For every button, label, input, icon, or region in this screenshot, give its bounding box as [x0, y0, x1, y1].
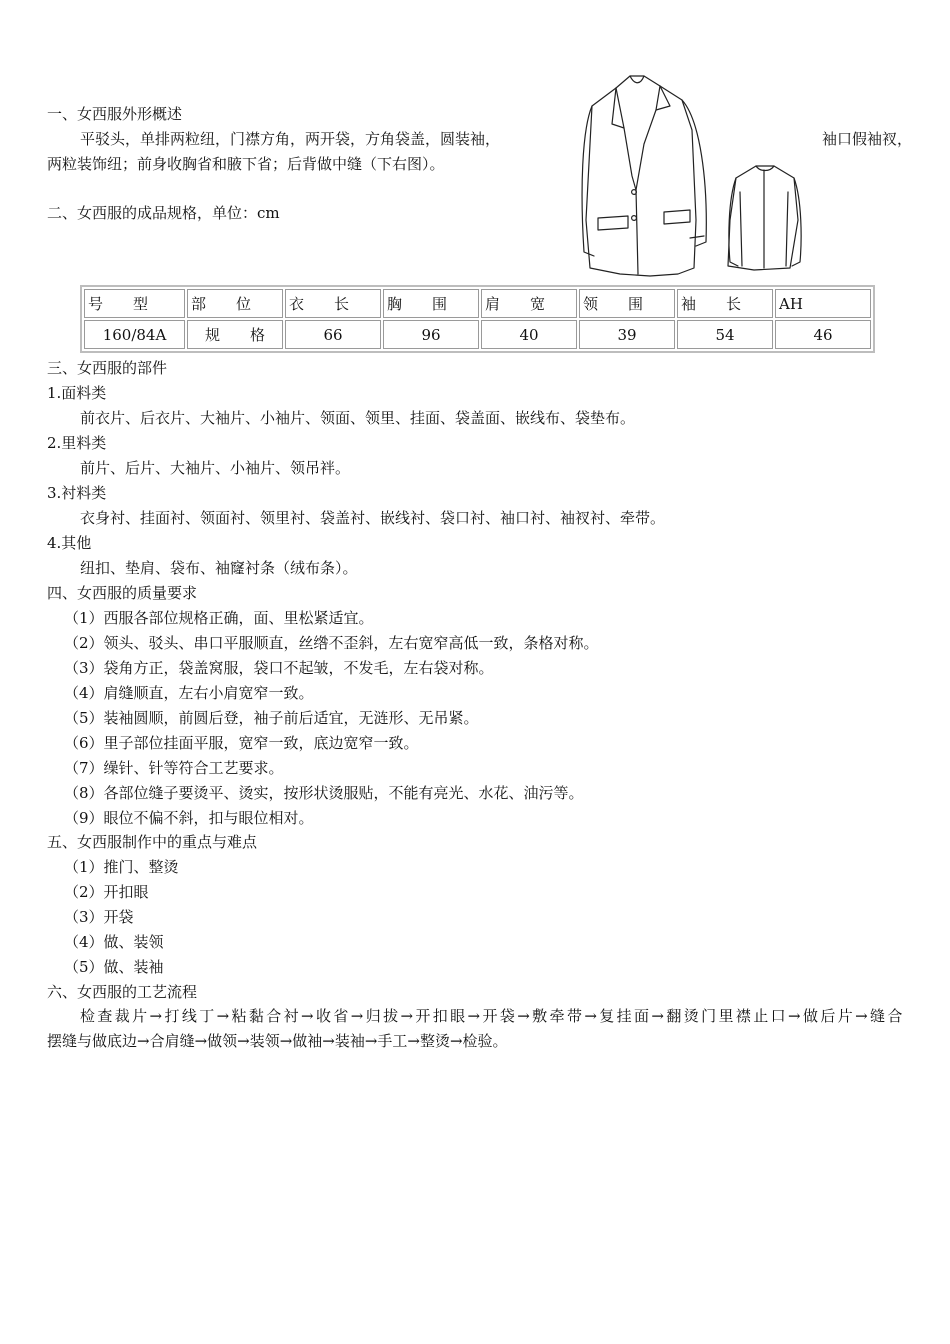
section-3-4-heading: 4.其他 — [47, 534, 92, 552]
section-4-title: 四、女西服的质量要求 — [47, 584, 198, 602]
section-1-title: 一、女西服外形概述 — [47, 105, 183, 123]
section-1-line-2: 两粒装饰纽；前身收胸省和腋下省；后背做中缝（下右图）。 — [47, 155, 445, 173]
spec-table-header-row — [84, 289, 871, 318]
key-point-item: （4）做、装领 — [64, 933, 164, 951]
spec-table-value-row — [84, 320, 871, 349]
quality-item: （9）眼位不偏不斜，扣与眼位相对。 — [64, 809, 314, 827]
key-point-item: （5）做、装袖 — [64, 958, 164, 976]
quality-item: （7）缲针、针等符合工艺要求。 — [64, 759, 284, 777]
quality-item: （5）装袖圆顺，前圆后登，袖子前后适宜，无涟形、无吊紧。 — [64, 709, 479, 727]
cell-shoulder-value: 40 — [481, 320, 577, 349]
cell-spec-label: 规 格 — [187, 320, 283, 349]
cell-size-value: 160/84A — [84, 320, 185, 349]
section-3-2-body: 前片、后片、大袖片、小袖片、领吊袢。 — [80, 459, 351, 477]
quality-item: （4）肩缝顺直，左右小肩宽窄一致。 — [64, 684, 314, 702]
header-length: 衣 长 — [285, 289, 381, 318]
quality-item: （6）里子部位挂面平服，宽窄一致，底边宽窄一致。 — [64, 734, 419, 752]
jacket-front-outline — [586, 76, 696, 276]
spec-table — [80, 285, 875, 353]
cell-sleeve-value: 54 — [677, 320, 773, 349]
cell-chest-value: 96 — [383, 320, 479, 349]
section-3-title: 三、女西服的部件 — [47, 359, 168, 377]
cell-collar-value: 39 — [579, 320, 675, 349]
key-point-item: （2）开扣眼 — [64, 883, 149, 901]
section-2-title: 二、女西服的成品规格，单位：cm — [47, 204, 280, 222]
section-3-3-body: 衣身衬、挂面衬、领面衬、领里衬、袋盖衬、嵌线衬、袋口衬、袖口衬、袖衩衬、牵带。 — [80, 509, 666, 527]
section-5-title: 五、女西服制作中的重点与难点 — [47, 833, 258, 851]
section-3-1-body: 前衣片、后衣片、大袖片、小袖片、领面、领里、挂面、袋盖面、嵌线布、袋垫布。 — [80, 409, 636, 427]
process-flow-line-1: 检查裁片→打线丁→粘黏合衬→收省→归拔→开扣眼→开袋→敷牵带→复挂面→翻烫门里襟止口→做后片→缝合 — [80, 1007, 903, 1025]
header-sleeve: 袖 长 — [677, 289, 773, 318]
section-3-2-heading: 2.里料类 — [47, 434, 107, 452]
quality-item: （1）西服各部位规格正确，面、里松紧适宜。 — [64, 609, 374, 627]
cell-length-value: 66 — [285, 320, 381, 349]
header-ah: AH — [775, 289, 871, 318]
quality-item: （2）领头、驳头、串口平服顺直，丝绺不歪斜，左右宽窄高低一致，条格对称。 — [64, 634, 599, 652]
header-part: 部 位 — [187, 289, 283, 318]
header-shoulder: 肩 宽 — [481, 289, 577, 318]
section-3-1-heading: 1.面料类 — [47, 384, 107, 402]
section-3-4-body: 纽扣、垫肩、袋布、袖窿衬条（绒布条）。 — [80, 559, 358, 577]
process-flow-line-2: 摆缝与做底边→合肩缝→做领→装领→做袖→装袖→手工→整烫→检验。 — [47, 1032, 508, 1050]
jacket-illustration — [578, 70, 810, 280]
section-3-3-heading: 3.衬料类 — [47, 484, 107, 502]
quality-item: （3）袋角方正，袋盖窝服，袋口不起皱，不发毛，左右袋对称。 — [64, 659, 494, 677]
section-1-line-1: 平驳头，单排两粒纽，门襟方角，两开袋，方角袋盖，圆装袖， — [80, 130, 501, 148]
section-1-line-1-right: 袖口假袖衩， — [822, 130, 913, 148]
header-size: 号 型 — [84, 289, 185, 318]
cell-ah-value: 46 — [775, 320, 871, 349]
key-point-item: （1）推门、整烫 — [64, 858, 179, 876]
section-6-title: 六、女西服的工艺流程 — [47, 983, 198, 1001]
header-chest: 胸 围 — [383, 289, 479, 318]
header-collar: 领 围 — [579, 289, 675, 318]
key-point-item: （3）开袋 — [64, 908, 134, 926]
quality-item: （8）各部位缝子要烫平、烫实，按形状烫服贴，不能有亮光、水花、油污等。 — [64, 784, 584, 802]
